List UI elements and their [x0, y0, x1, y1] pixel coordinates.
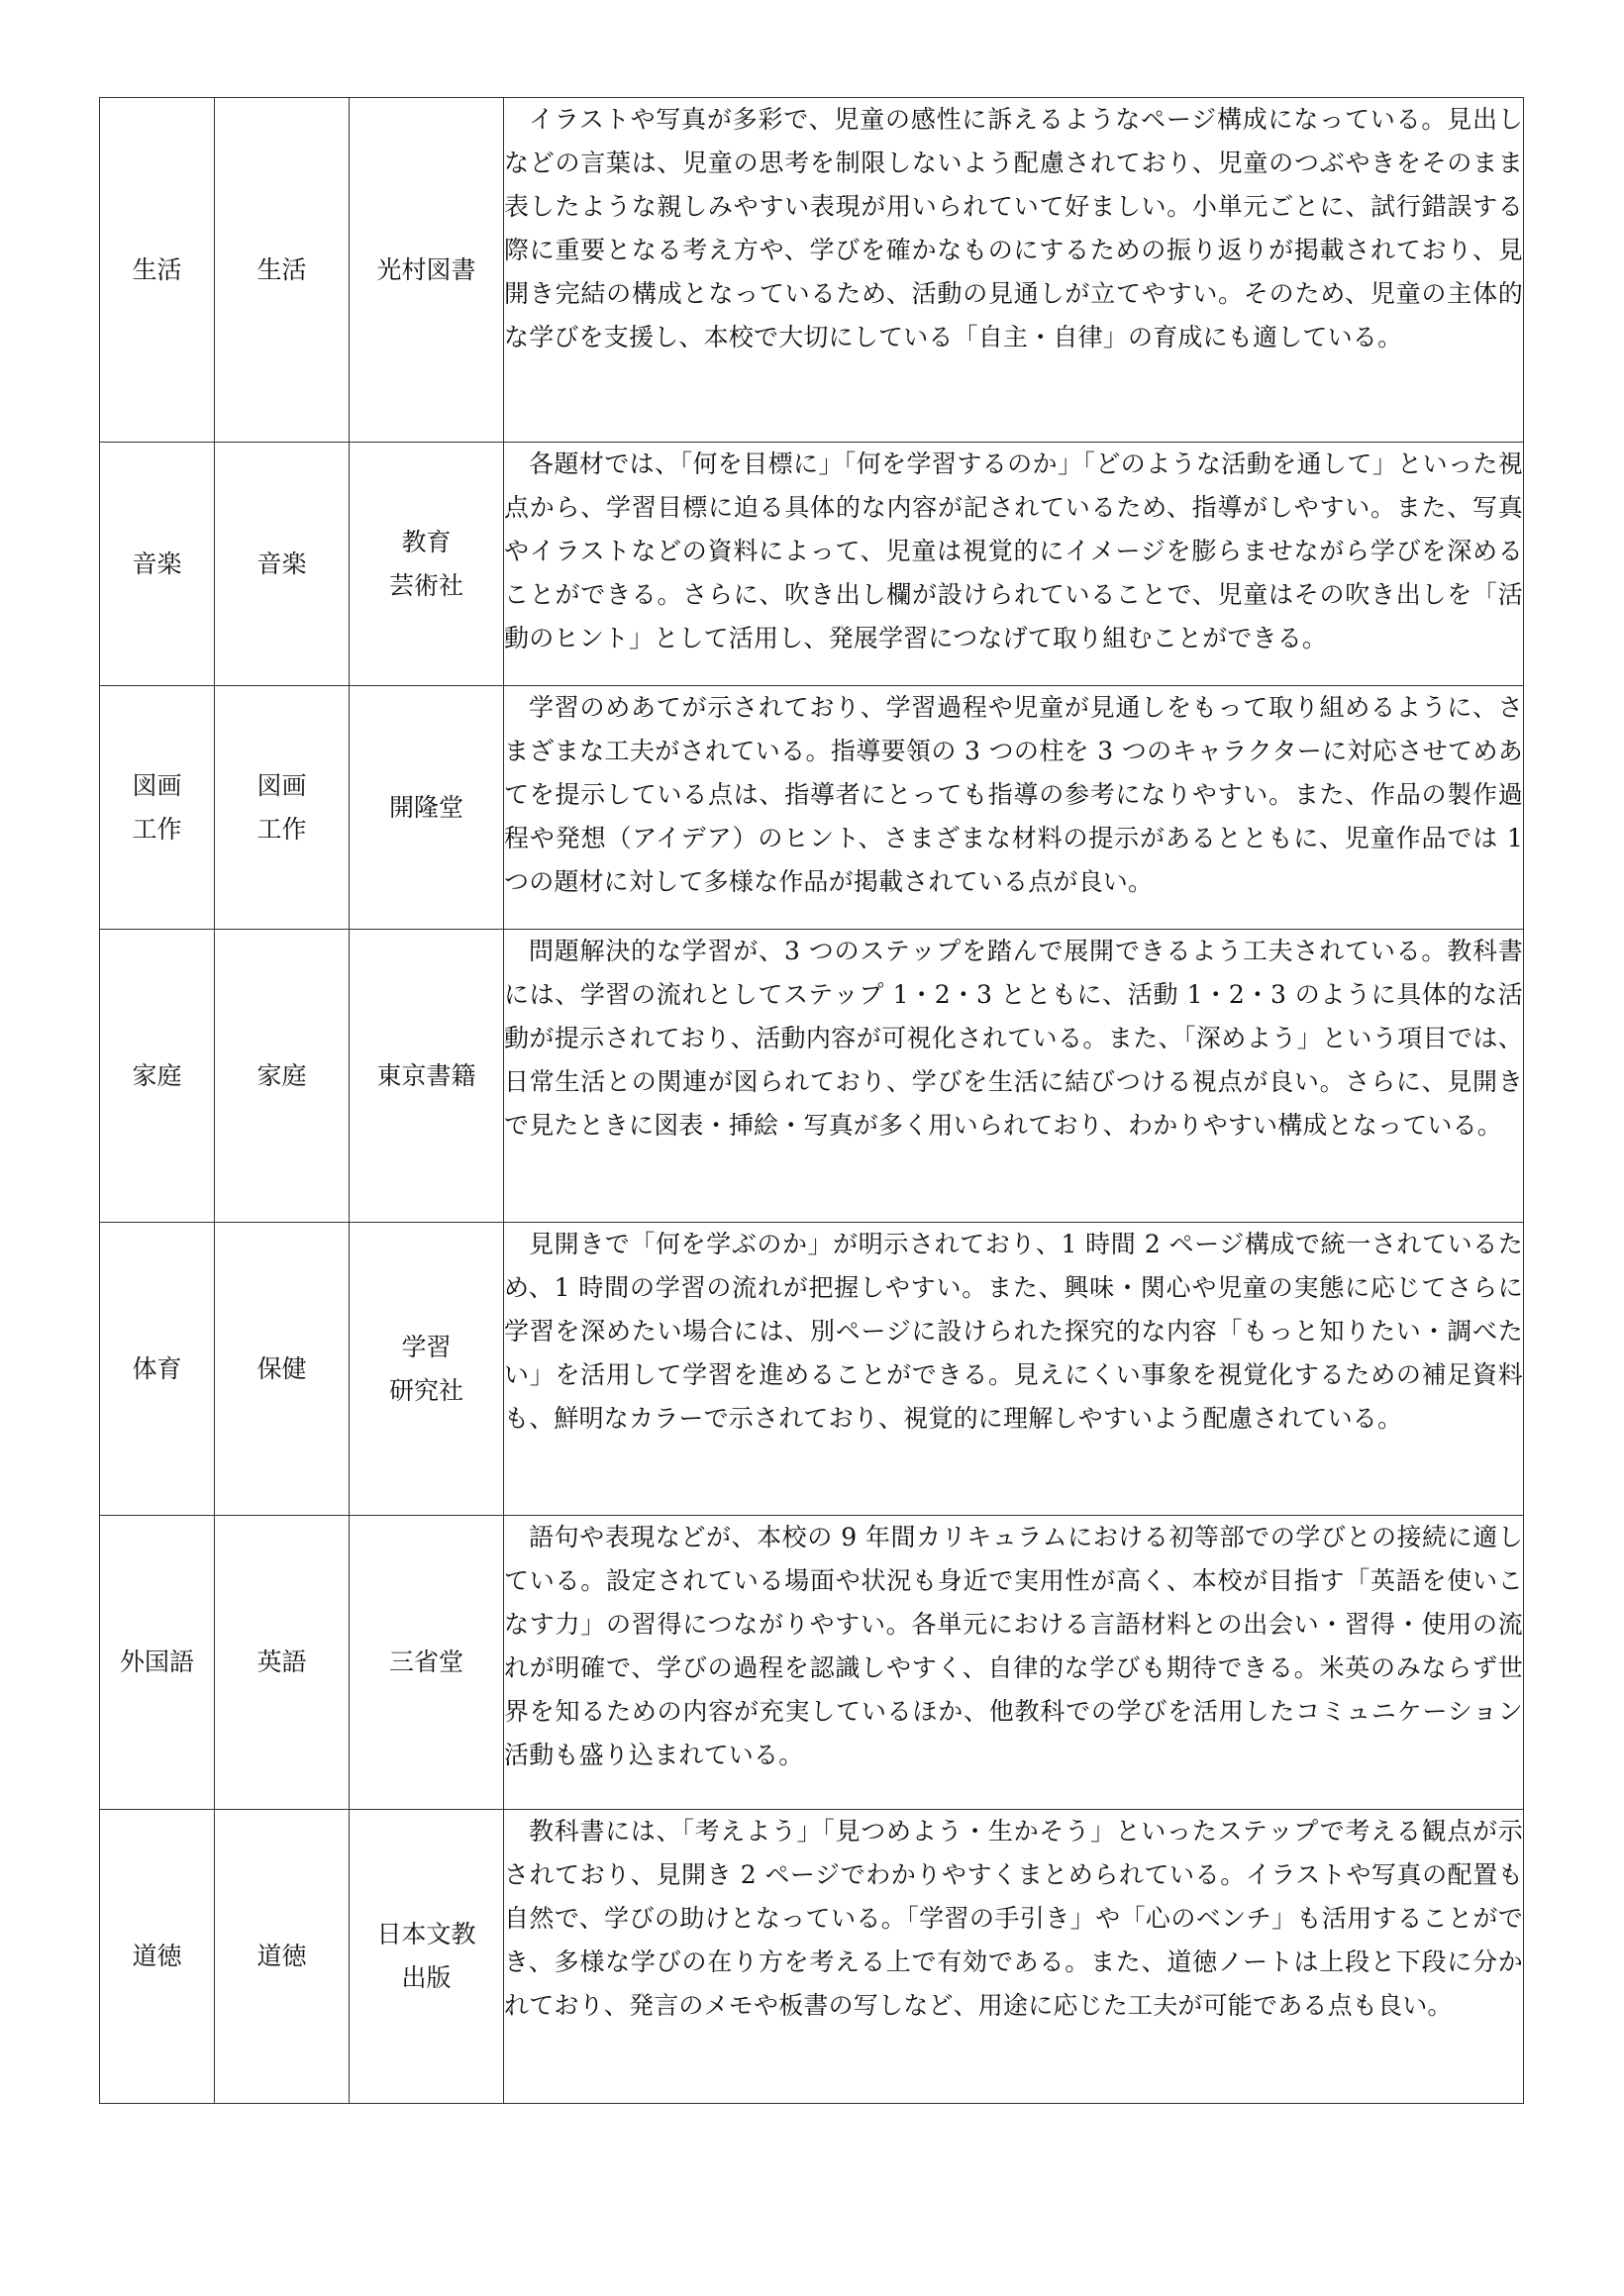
table-row	[100, 98, 1524, 443]
publisher-cell: 東京書籍	[350, 930, 504, 1223]
table-row	[100, 1810, 1524, 2104]
publisher-cell: 三省堂	[350, 1516, 504, 1810]
subject-cell: 体育	[100, 1223, 215, 1516]
subject-cell: 図画 工作	[100, 686, 215, 930]
evaluation-cell: 学習のめあてが示されており、学習過程や児童が見通しをもって取り組めるように、さまざまな工夫がされている。指導要領の 3 つの柱を 3 つのキャラクターに対応させてめあてを提示している点は、指導者にとっても指導の参考になりやすい。また、作品の製作過程や発想（アイデア）のヒント、さまざまな材料の提示があるとともに、児童作品では 1 つの題材に対して多様な作品が掲載されている点が良い。	[504, 686, 1524, 930]
publisher-cell: 日本文教 出版	[350, 1810, 504, 2104]
evaluation-cell: 問題解決的な学習が、3 つのステップを踏んで展開できるよう工夫されている。教科書には、学習の流れとしてステップ 1・2・3 とともに、活動 1・2・3 のように具体的な活動が提示されており、活動内容が可視化されている。また、「深めよう」という項目では、日常生活との関連が図られており、学びを生活に結びつける視点が良い。さらに、見開きで見たときに図表・挿絵・写真が多く用いられており、わかりやすい構成となっている。	[504, 930, 1524, 1223]
publisher-cell: 学習 研究社	[350, 1223, 504, 1516]
evaluation-cell: 語句や表現などが、本校の 9 年間カリキュラムにおける初等部での学びとの接続に適している。設定されている場面や状況も身近で実用性が高く、本校が目指す「英語を使いこなす力」の習得につながりやすい。各単元における言語材料との出会い・習得・使用の流れが明確で、学びの過程を認識しやすく、自律的な学びも期待できる。米英のみならず世界を知るための内容が充実しているほか、他教科での学びを活用したコミュニケーション活動も盛り込まれている。	[504, 1516, 1524, 1810]
subject-cell: 生活	[100, 98, 215, 443]
subject-cell: 家庭	[100, 930, 215, 1223]
category-cell: 英語	[215, 1516, 350, 1810]
evaluation-cell: 見開きで「何を学ぶのか」が明示されており、1 時間 2 ページ構成で統一されているため、1 時間の学習の流れが把握しやすい。また、興味・関心や児童の実態に応じてさらに学習を深めたい場合には、別ページに設けられた探究的な内容「もっと知りたい・調べたい」を活用して学習を進めることができる。見えにくい事象を視覚化するための補足資料も、鮮明なカラーで示されており、視覚的に理解しやすいよう配慮されている。	[504, 1223, 1524, 1516]
category-cell: 音楽	[215, 443, 350, 686]
subject-cell: 外国語	[100, 1516, 215, 1810]
table-row	[100, 686, 1524, 930]
textbook-evaluation-table	[99, 97, 1524, 2104]
subject-cell: 道徳	[100, 1810, 215, 2104]
category-cell: 道徳	[215, 1810, 350, 2104]
publisher-cell: 光村図書	[350, 98, 504, 443]
subject-cell: 音楽	[100, 443, 215, 686]
publisher-cell: 教育 芸術社	[350, 443, 504, 686]
category-cell: 生活	[215, 98, 350, 443]
table-row	[100, 1516, 1524, 1810]
publisher-cell: 開隆堂	[350, 686, 504, 930]
category-cell: 家庭	[215, 930, 350, 1223]
evaluation-cell: 各題材では、「何を目標に」「何を学習するのか」「どのような活動を通して」といった視点から、学習目標に迫る具体的な内容が記されているため、指導がしやすい。また、写真やイラストなどの資料によって、児童は視覚的にイメージを膨らませながら学びを深めることができる。さらに、吹き出し欄が設けられていることで、児童はその吹き出しを「活動のヒント」として活用し、発展学習につなげて取り組むことができる。	[504, 443, 1524, 686]
evaluation-cell: 教科書には、「考えよう」「見つめよう・生かそう」といったステップで考える観点が示されており、見開き 2 ページでわかりやすくまとめられている。イラストや写真の配置も自然で、学びの助けとなっている。「学習の手引き」や「心のベンチ」も活用することができ、多様な学びの在り方を考える上で有効である。また、道徳ノートは上段と下段に分かれており、発言のメモや板書の写しなど、用途に応じた工夫が可能である点も良い。	[504, 1810, 1524, 2104]
category-cell: 保健	[215, 1223, 350, 1516]
table-row	[100, 443, 1524, 686]
category-cell: 図画 工作	[215, 686, 350, 930]
table-row	[100, 930, 1524, 1223]
evaluation-cell: イラストや写真が多彩で、児童の感性に訴えるようなページ構成になっている。見出しなどの言葉は、児童の思考を制限しないよう配慮されており、児童のつぶやきをそのまま表したような親しみやすい表現が用いられていて好ましい。小単元ごとに、試行錯誤する際に重要となる考え方や、学びを確かなものにするための振り返りが掲載されており、見開き完結の構成となっているため、活動の見通しが立てやすい。そのため、児童の主体的な学びを支援し、本校で大切にしている「自主・自律」の育成にも適している。	[504, 98, 1524, 443]
table-row	[100, 1223, 1524, 1516]
